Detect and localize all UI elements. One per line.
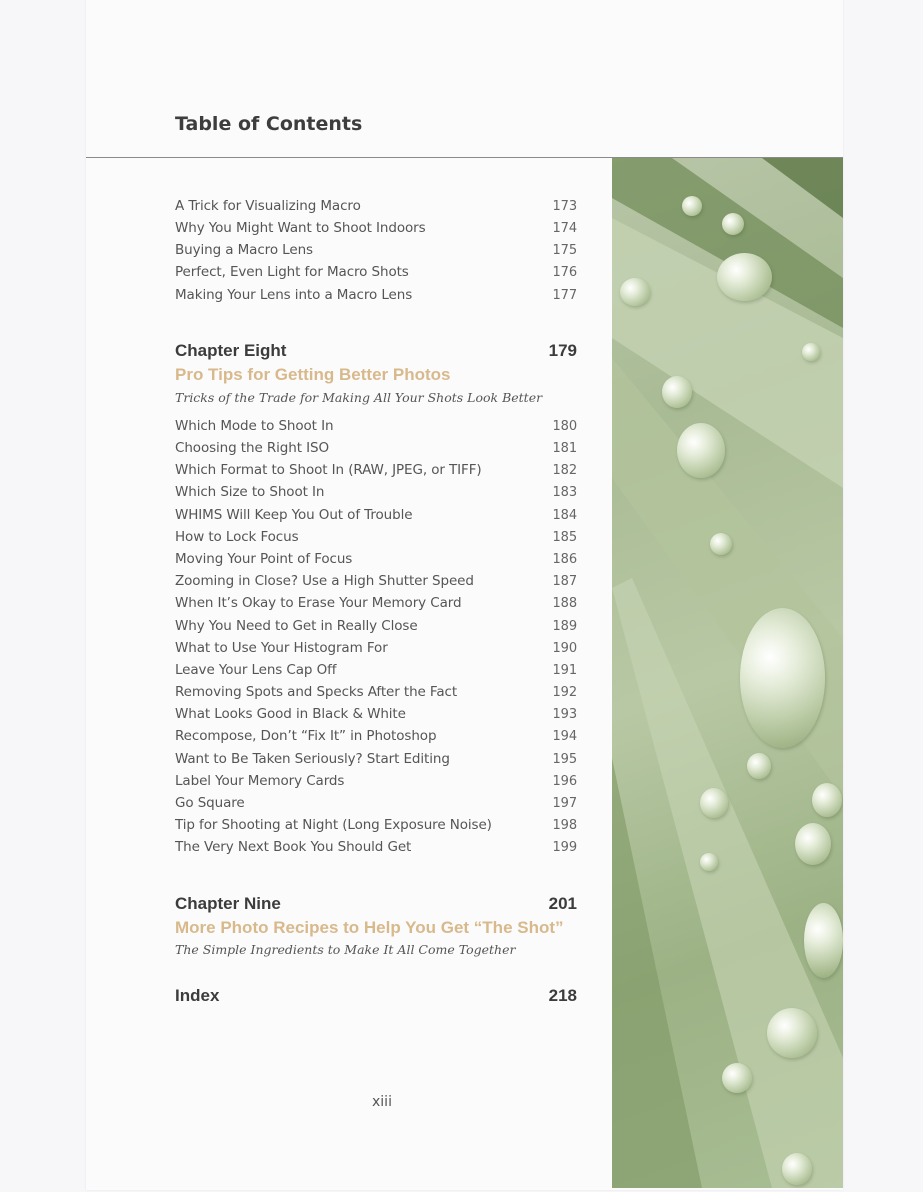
toc-entry[interactable] bbox=[175, 240, 577, 260]
water-drop-icon bbox=[747, 753, 771, 779]
water-drop-icon bbox=[767, 1008, 817, 1058]
chapter-subtitle: More Photo Recipes to Help You Get “The Shot” bbox=[175, 918, 564, 937]
toc-entry-title: The Very Next Book You Should Get bbox=[175, 839, 412, 855]
toc-entry-title: Tip for Shooting at Night (Long Exposure Noise) bbox=[175, 817, 492, 833]
chapter-label: Chapter Nine bbox=[175, 894, 281, 913]
toc-entry-title: Making Your Lens into a Macro Lens bbox=[175, 287, 413, 303]
toc-entry-page: 188 bbox=[552, 595, 577, 611]
toc-entry-title: A Trick for Visualizing Macro bbox=[175, 198, 361, 214]
toc-entry-page: 189 bbox=[552, 618, 577, 634]
toc-entry[interactable] bbox=[175, 749, 577, 769]
toc-entry[interactable] bbox=[175, 660, 577, 680]
toc-entry-page: 182 bbox=[552, 462, 577, 478]
chapter-subtitle: Pro Tips for Getting Better Photos bbox=[175, 365, 451, 384]
water-drop-icon bbox=[662, 376, 692, 408]
toc-entry[interactable] bbox=[175, 482, 577, 502]
toc-entry-title: When It’s Okay to Erase Your Memory Card bbox=[175, 595, 462, 611]
toc-entry[interactable] bbox=[175, 218, 577, 238]
water-drop-icon bbox=[700, 853, 718, 871]
toc-entry-page: 180 bbox=[552, 418, 577, 434]
water-drop-icon bbox=[804, 903, 843, 978]
toc-entry[interactable] bbox=[175, 638, 577, 658]
chapter-page: 179 bbox=[548, 341, 577, 360]
chapter-label: Chapter Eight bbox=[175, 341, 287, 360]
toc-entry-title: Perfect, Even Light for Macro Shots bbox=[175, 264, 409, 280]
water-drop-icon bbox=[717, 253, 772, 301]
index-page: 218 bbox=[548, 986, 577, 1005]
toc-entry-page: 181 bbox=[552, 440, 577, 456]
toc-entry-title: Buying a Macro Lens bbox=[175, 242, 313, 258]
page-title: Table of Contents bbox=[175, 113, 363, 135]
water-drop-icon bbox=[740, 608, 825, 748]
toc-entry-page: 190 bbox=[552, 640, 577, 656]
toc-entry[interactable] bbox=[175, 549, 577, 569]
chapter-heading[interactable] bbox=[175, 894, 577, 914]
toc-entry[interactable] bbox=[175, 793, 577, 813]
toc-entry[interactable] bbox=[175, 285, 577, 305]
toc-entry-title: What to Use Your Histogram For bbox=[175, 640, 388, 656]
toc-entry[interactable] bbox=[175, 527, 577, 547]
toc-entry-title: WHIMS Will Keep You Out of Trouble bbox=[175, 507, 413, 523]
page-number: xiii bbox=[372, 1094, 392, 1110]
toc-entry-page: 195 bbox=[552, 751, 577, 767]
water-drop-icon bbox=[722, 213, 744, 235]
toc-entry[interactable] bbox=[175, 262, 577, 282]
toc-entry-page: 176 bbox=[552, 264, 577, 280]
toc-entry[interactable] bbox=[175, 704, 577, 724]
toc-entry[interactable] bbox=[175, 616, 577, 636]
toc-entry-title: Label Your Memory Cards bbox=[175, 773, 345, 789]
chapter-page: 201 bbox=[548, 894, 577, 913]
water-drop-icon bbox=[620, 278, 650, 306]
toc-entry-title: Want to Be Taken Seriously? Start Editing bbox=[175, 751, 450, 767]
toc-entry[interactable] bbox=[175, 726, 577, 746]
water-drop-icon bbox=[710, 533, 732, 555]
toc-entry[interactable] bbox=[175, 438, 577, 458]
toc-entry[interactable] bbox=[175, 416, 577, 436]
toc-entry-page: 173 bbox=[552, 198, 577, 214]
toc-entry[interactable] bbox=[175, 815, 577, 835]
water-drop-icon bbox=[677, 423, 725, 478]
toc-entry-page: 192 bbox=[552, 684, 577, 700]
toc-entry-title: Recompose, Don’t “Fix It” in Photoshop bbox=[175, 728, 437, 744]
toc-entry[interactable] bbox=[175, 771, 577, 791]
toc-entry-page: 196 bbox=[552, 773, 577, 789]
toc-entry-title: What Looks Good in Black & White bbox=[175, 706, 406, 722]
chapter-heading[interactable] bbox=[175, 341, 577, 361]
toc-entry-page: 193 bbox=[552, 706, 577, 722]
toc-entry-title: Why You Need to Get in Really Close bbox=[175, 618, 418, 634]
toc-entry-page: 186 bbox=[552, 551, 577, 567]
toc-entry-page: 174 bbox=[552, 220, 577, 236]
water-drop-icon bbox=[802, 343, 820, 361]
toc-entry[interactable] bbox=[175, 505, 577, 525]
toc-entry[interactable] bbox=[175, 460, 577, 480]
toc-entry-title: Removing Spots and Specks After the Fact bbox=[175, 684, 458, 700]
toc-entry-page: 194 bbox=[552, 728, 577, 744]
toc-entry-title: Moving Your Point of Focus bbox=[175, 551, 353, 567]
toc-entry-title: Choosing the Right ISO bbox=[175, 440, 329, 456]
water-drop-icon bbox=[700, 788, 728, 818]
leaf-photo bbox=[612, 158, 843, 1188]
water-drop-icon bbox=[782, 1153, 812, 1185]
toc-entry-page: 177 bbox=[552, 287, 577, 303]
toc-entry-title: Zooming in Close? Use a High Shutter Speed bbox=[175, 573, 474, 589]
toc-entry[interactable] bbox=[175, 682, 577, 702]
toc-entry-page: 198 bbox=[552, 817, 577, 833]
toc-entry-page: 197 bbox=[552, 795, 577, 811]
toc-entry-title: Which Format to Shoot In (RAW, JPEG, or TIFF) bbox=[175, 462, 482, 478]
toc-entry-title: Why You Might Want to Shoot Indoors bbox=[175, 220, 426, 236]
toc-entry-title: Which Mode to Shoot In bbox=[175, 418, 334, 434]
index-label: Index bbox=[175, 986, 220, 1005]
toc-entry[interactable] bbox=[175, 837, 577, 857]
toc-entry[interactable] bbox=[175, 571, 577, 591]
water-drop-icon bbox=[682, 196, 702, 216]
toc-entry-title: Go Square bbox=[175, 795, 245, 811]
chapter-tagline: Tricks of the Trade for Making All Your Shots Look Better bbox=[175, 390, 543, 405]
toc-entry-page: 184 bbox=[552, 507, 577, 523]
toc-entry-page: 187 bbox=[552, 573, 577, 589]
water-drop-icon bbox=[812, 783, 842, 817]
toc-entry-page: 199 bbox=[552, 839, 577, 855]
toc-entry-page: 185 bbox=[552, 529, 577, 545]
toc-entry-page: 175 bbox=[552, 242, 577, 258]
toc-entry[interactable] bbox=[175, 196, 577, 216]
water-drop-icon bbox=[795, 823, 831, 865]
water-drop-icon bbox=[722, 1063, 752, 1093]
toc-entry[interactable] bbox=[175, 593, 577, 613]
chapter-tagline: The Simple Ingredients to Make It All Come Together bbox=[175, 942, 516, 957]
toc-entry-title: How to Lock Focus bbox=[175, 529, 299, 545]
toc-entry-title: Which Size to Shoot In bbox=[175, 484, 325, 500]
index-heading[interactable] bbox=[175, 986, 577, 1006]
toc-entry-page: 191 bbox=[552, 662, 577, 678]
toc-entry-title: Leave Your Lens Cap Off bbox=[175, 662, 337, 678]
toc-entry-page: 183 bbox=[552, 484, 577, 500]
